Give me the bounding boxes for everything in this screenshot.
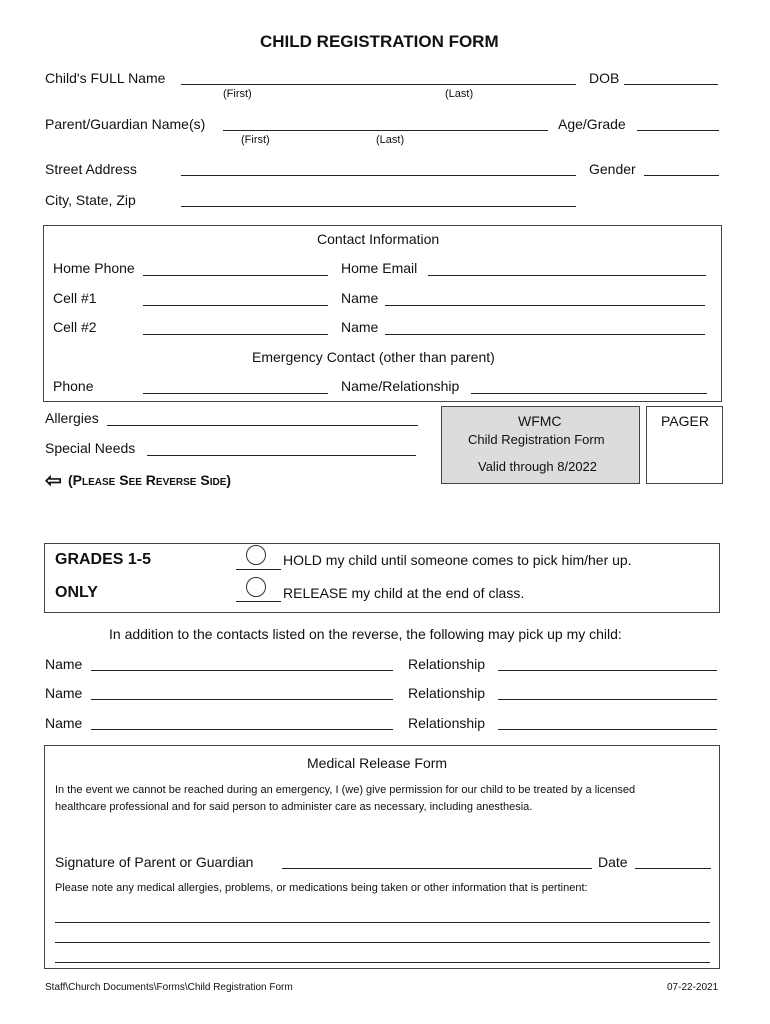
grades-title: GRADES 1-5 xyxy=(55,551,152,568)
cell1-name-label: Name xyxy=(341,290,379,306)
allergies-field[interactable] xyxy=(107,425,418,426)
form-title: CHILD REGISTRATION FORM xyxy=(260,32,499,51)
child-first-label: (First) xyxy=(223,88,252,100)
footer-path: Staff\Church Documents\Forms\Child Registration Form xyxy=(45,982,293,993)
pickup-relationship-field-1[interactable] xyxy=(498,670,717,671)
cell1-name-field[interactable] xyxy=(385,305,705,306)
gender-label: Gender xyxy=(589,161,636,177)
medical-info-line-2[interactable] xyxy=(55,942,710,943)
emergency-name-relationship-field[interactable] xyxy=(471,393,707,394)
child-name-field[interactable] xyxy=(181,84,576,85)
pickup-relationship-label-1: Relationship xyxy=(408,656,486,672)
release-option-radio[interactable] xyxy=(246,577,266,597)
pickup-name-field-3[interactable] xyxy=(91,729,393,730)
pickup-intro: In addition to the contacts listed on the reverse, the following may pick up my child: xyxy=(109,626,622,642)
release-option-label: RELEASE my child at the end of class. xyxy=(283,585,525,601)
city-field[interactable] xyxy=(181,206,576,207)
pager-label: PAGER xyxy=(661,413,709,429)
signature-label: Signature of Parent or Guardian xyxy=(55,854,254,870)
emergency-heading: Emergency Contact (other than parent) xyxy=(252,349,495,365)
reverse-arrow-icon: ⇦ xyxy=(45,470,62,492)
special-needs-label: Special Needs xyxy=(45,440,136,456)
cell2-name-label: Name xyxy=(341,319,379,335)
signature-field[interactable] xyxy=(282,868,592,869)
dob-label: DOB xyxy=(589,70,620,86)
parent-name-label: Parent/Guardian Name(s) xyxy=(45,116,206,132)
grades-only: ONLY xyxy=(55,584,98,601)
pickup-name-label-1: Name xyxy=(45,656,83,672)
home-email-label: Home Email xyxy=(341,260,418,276)
age-grade-label: Age/Grade xyxy=(558,116,626,132)
footer-date: 07-22-2021 xyxy=(667,982,719,993)
home-phone-field[interactable] xyxy=(143,275,328,276)
wfmc-org: WFMC xyxy=(518,413,562,429)
pickup-relationship-field-2[interactable] xyxy=(498,699,717,700)
pickup-relationship-field-3[interactable] xyxy=(498,729,717,730)
hold-option-radio[interactable] xyxy=(246,545,266,565)
medical-heading: Medical Release Form xyxy=(307,755,448,771)
emergency-phone-field[interactable] xyxy=(143,393,328,394)
hold-option-line xyxy=(236,569,281,570)
medical-note: Please note any medical allergies, problems, or medications being taken or other information that is pertinent: xyxy=(55,882,588,894)
cell2-field[interactable] xyxy=(143,334,328,335)
pickup-name-label-2: Name xyxy=(45,685,83,701)
wfmc-valid: Valid through 8/2022 xyxy=(478,459,598,474)
pickup-name-field-2[interactable] xyxy=(91,699,393,700)
home-email-field[interactable] xyxy=(428,275,706,276)
medical-text-2: healthcare professional and for said person to administer care as necessary, including anesthesia. xyxy=(55,801,533,813)
contact-heading: Contact Information xyxy=(317,231,440,247)
medical-info-line-3[interactable] xyxy=(55,962,710,963)
wfmc-form-name: Child Registration Form xyxy=(468,432,605,447)
child-name-label: Child's FULL Name xyxy=(45,70,166,86)
street-field[interactable] xyxy=(181,175,576,176)
gender-field[interactable] xyxy=(644,175,719,176)
pickup-relationship-label-2: Relationship xyxy=(408,685,486,701)
emergency-phone-label: Phone xyxy=(53,378,94,394)
home-phone-label: Home Phone xyxy=(53,260,135,276)
pickup-name-field-1[interactable] xyxy=(91,670,393,671)
special-needs-field[interactable] xyxy=(147,455,416,456)
cell1-label: Cell #1 xyxy=(53,290,97,306)
date-label: Date xyxy=(598,854,628,870)
parent-name-field[interactable] xyxy=(223,130,548,131)
pickup-name-label-3: Name xyxy=(45,715,83,731)
medical-text-1: In the event we cannot be reached during an emergency, I (we) give permission for our child to be treated by a licensed xyxy=(55,784,636,796)
release-option-line xyxy=(236,601,281,602)
pickup-relationship-label-3: Relationship xyxy=(408,715,486,731)
reverse-side-note: (Please See Reverse Side) xyxy=(68,472,232,488)
emergency-name-relationship-label: Name/Relationship xyxy=(341,378,460,394)
cell1-field[interactable] xyxy=(143,305,328,306)
cell2-name-field[interactable] xyxy=(385,334,705,335)
hold-option-label: HOLD my child until someone comes to pick him/her up. xyxy=(283,552,632,568)
date-field[interactable] xyxy=(635,868,711,869)
age-grade-field[interactable] xyxy=(637,130,719,131)
child-last-label: (Last) xyxy=(445,88,474,100)
dob-field[interactable] xyxy=(624,84,718,85)
street-label: Street Address xyxy=(45,161,137,177)
cell2-label: Cell #2 xyxy=(53,319,97,335)
allergies-label: Allergies xyxy=(45,410,99,426)
city-label: City, State, Zip xyxy=(45,192,136,208)
medical-info-line-1[interactable] xyxy=(55,922,710,923)
contact-box xyxy=(43,225,722,402)
parent-first-label: (First) xyxy=(241,134,270,146)
parent-last-label: (Last) xyxy=(376,134,405,146)
